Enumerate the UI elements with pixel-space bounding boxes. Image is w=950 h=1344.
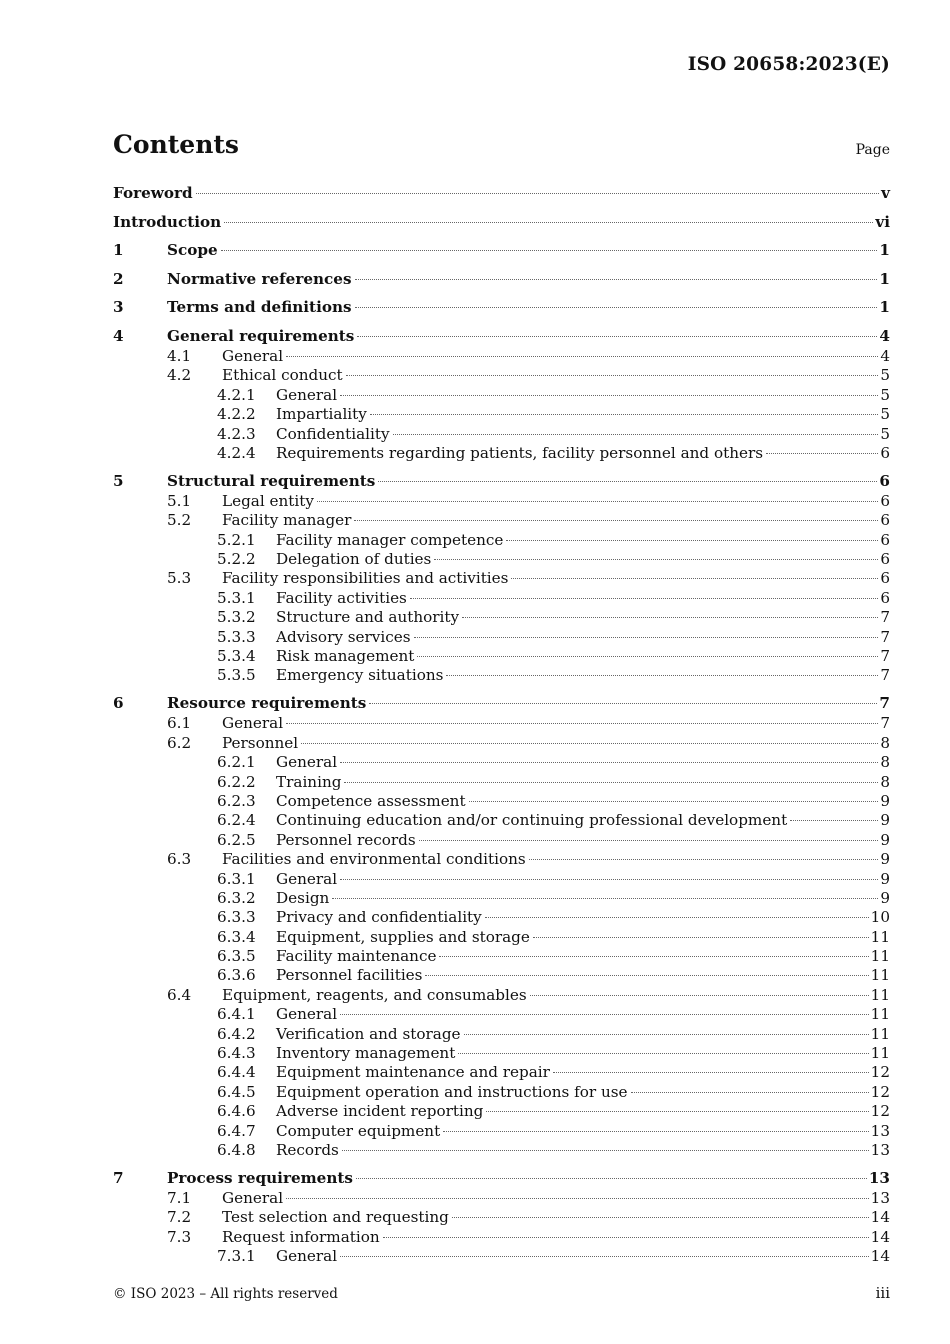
toc-entry-number: 6.3.3	[217, 908, 256, 927]
dot-leader	[533, 937, 869, 938]
toc-entry-number: 6.4	[167, 985, 192, 1004]
toc-entry-number: 7.3	[167, 1227, 192, 1246]
toc-entry[interactable]	[113, 666, 890, 685]
toc-entry-page: 11	[870, 1005, 890, 1024]
toc-entry[interactable]	[113, 366, 890, 385]
dot-leader	[631, 1092, 869, 1093]
toc-entry-title: General	[276, 1247, 338, 1266]
dot-leader	[340, 395, 878, 396]
toc-entry-title: Inventory management	[276, 1044, 456, 1063]
toc-entry-number: 7.2	[167, 1208, 192, 1227]
dot-leader	[469, 801, 879, 802]
toc-entry-page: 9	[880, 811, 890, 830]
toc-entry-page: 14	[870, 1247, 890, 1266]
toc-entry[interactable]	[113, 1122, 890, 1141]
toc-entry-page: 8	[880, 753, 890, 772]
toc-entry-page: 7	[880, 647, 890, 666]
dot-leader	[332, 898, 878, 899]
dot-leader	[340, 1256, 869, 1257]
toc-entry-page: 1	[879, 269, 890, 288]
toc-entry[interactable]	[113, 1025, 890, 1044]
toc-entry-title: General	[276, 385, 338, 404]
toc-entry-page: 12	[870, 1063, 890, 1082]
toc-entry-title: Facility manager	[222, 511, 352, 530]
toc-entry-number: 5.2	[167, 511, 192, 530]
toc-entry-title: Equipment, supplies and storage	[276, 927, 530, 946]
dot-leader	[286, 356, 878, 357]
toc-entry-title: Competence assessment	[276, 791, 466, 810]
toc-entry-number: 5.3.1	[217, 588, 256, 607]
dot-leader	[354, 520, 878, 521]
dot-leader	[356, 1178, 867, 1179]
toc-entry[interactable]	[113, 270, 890, 290]
toc-entry-number: 6.2.4	[217, 811, 256, 830]
toc-entry-number: 6.3	[167, 850, 192, 869]
toc-entry-page: 7	[880, 627, 890, 646]
toc-entry[interactable]	[113, 327, 890, 347]
toc-entry-title: Equipment operation and instructions for use	[276, 1082, 628, 1101]
toc-entry-number: 6.3.4	[217, 927, 256, 946]
toc-entry[interactable]	[113, 1063, 890, 1082]
toc-entry-title: Design	[276, 888, 330, 907]
toc-entry-number: 6.4.2	[217, 1024, 256, 1043]
toc-entry[interactable]	[113, 1005, 890, 1024]
dot-leader	[355, 307, 878, 308]
dot-leader	[419, 840, 879, 841]
toc-entry-number: 4.2	[167, 366, 192, 385]
toc-entry-number: 5.3.2	[217, 608, 256, 627]
toc-entry-page: v	[881, 184, 890, 202]
toc-entry-page: 6	[880, 491, 890, 510]
dot-leader	[464, 1034, 869, 1035]
dot-leader	[393, 434, 879, 435]
toc-entry-page: 7	[879, 694, 890, 713]
toc-entry-title: Personnel records	[276, 830, 416, 849]
toc-entry-number: 3	[113, 298, 124, 317]
toc-entry-title: Facility manager competence	[276, 530, 504, 549]
toc-entry-title: Personnel facilities	[276, 966, 423, 985]
dot-leader	[344, 782, 878, 783]
dot-leader	[506, 540, 878, 541]
toc-entry-title: Requirements regarding patients, facility personnel and others	[276, 443, 764, 462]
toc-entry[interactable]	[113, 889, 890, 908]
dot-leader	[529, 859, 879, 860]
toc-entry-number: 6.2	[167, 733, 192, 752]
toc-entry-title: Risk management	[276, 647, 415, 666]
toc-entry-title: Resource requirements	[167, 694, 367, 713]
toc-entry[interactable]	[113, 472, 890, 492]
toc-entry-number: 5.2.2	[217, 550, 256, 569]
toc-entry-title: General	[276, 1005, 338, 1024]
toc-entry-title: Facility responsibilities and activities	[222, 569, 509, 588]
toc-entry-page: vi	[875, 212, 890, 231]
toc-entry-title: Request information	[222, 1227, 380, 1246]
toc-entry-page: 6	[880, 530, 890, 549]
dot-leader	[342, 1150, 869, 1151]
toc-entry-title: General	[222, 346, 284, 365]
toc-entry-number: 5.3.5	[217, 666, 256, 685]
toc-entry-page: 6	[880, 569, 890, 588]
toc-entry-number: 7.3.1	[217, 1247, 256, 1266]
dot-leader	[317, 501, 878, 502]
dot-leader	[486, 1111, 868, 1112]
toc-entry-number: 7	[113, 1168, 124, 1187]
toc-entry-page: 8	[880, 733, 890, 752]
toc-entry-page: 11	[870, 985, 890, 1004]
toc-entry[interactable]	[113, 947, 890, 966]
toc-entry-number: 6.3.2	[217, 888, 256, 907]
toc-entry[interactable]	[113, 870, 890, 889]
toc-entry[interactable]	[113, 511, 890, 530]
dot-leader	[378, 481, 877, 482]
toc-entry[interactable]	[113, 1044, 890, 1063]
toc-entry-number: 5.1	[167, 491, 192, 510]
toc-entry-number: 7.1	[167, 1188, 192, 1207]
toc-entry-title: Computer equipment	[276, 1121, 441, 1140]
toc-entry-title: Introduction	[113, 212, 222, 231]
dot-leader	[340, 1014, 869, 1015]
toc-entry-number: 5.3.4	[217, 647, 256, 666]
toc-entry[interactable]	[113, 1189, 890, 1208]
toc-entry-page: 1	[879, 298, 890, 317]
toc-entry-page: 13	[868, 1168, 890, 1187]
toc-entry-title: Training	[276, 772, 342, 791]
toc-entry-title: Equipment, reagents, and consumables	[222, 985, 527, 1004]
dot-leader	[370, 414, 878, 415]
toc-entry-page: 4	[879, 326, 890, 345]
toc-entry-number: 6.3.5	[217, 947, 256, 966]
toc-entry-page: 6	[880, 550, 890, 569]
page-title: Contents	[113, 130, 240, 159]
dot-leader	[530, 995, 869, 996]
toc-entry[interactable]	[113, 908, 890, 927]
toc-entry-title: Privacy and confidentiality	[276, 908, 482, 927]
dot-leader	[383, 1237, 869, 1238]
toc-entry-title: Adverse incident reporting	[276, 1102, 484, 1121]
toc-entry-title: Terms and definitions	[167, 298, 352, 317]
dot-leader	[417, 656, 878, 657]
toc-entry-page: 9	[880, 791, 890, 810]
toc-entry[interactable]	[113, 608, 890, 627]
toc-entry-number: 1	[113, 241, 124, 260]
toc-entry-page: 9	[880, 888, 890, 907]
toc-entry-title: Delegation of duties	[276, 550, 432, 569]
toc-entry[interactable]	[113, 694, 890, 714]
toc-entry[interactable]	[113, 1083, 890, 1102]
toc-entry-page: 13	[870, 1121, 890, 1140]
toc-entry-title: Confidentiality	[276, 424, 390, 443]
dot-leader	[196, 193, 880, 194]
toc-entry-page: 7	[880, 714, 890, 733]
dot-leader	[439, 956, 868, 957]
toc-entry-number: 5.2.1	[217, 530, 256, 549]
toc-entry[interactable]	[113, 1102, 890, 1121]
toc-entry-number: 6.4.8	[217, 1141, 256, 1159]
dot-leader	[458, 1053, 868, 1054]
toc-entry[interactable]	[113, 831, 890, 850]
toc-entry-title: Verification and storage	[276, 1024, 461, 1043]
toc-entry-title: Equipment maintenance and repair	[276, 1063, 550, 1082]
toc-entry-page: 14	[870, 1208, 890, 1227]
toc-entry[interactable]	[113, 647, 890, 666]
toc-entry-page: 5	[880, 385, 890, 404]
toc-entry-title: Emergency situations	[276, 666, 444, 685]
toc-entry[interactable]	[113, 773, 890, 792]
toc-entry-page: 12	[870, 1102, 890, 1121]
toc-entry[interactable]	[113, 1141, 890, 1160]
toc-entry-page: 6	[880, 443, 890, 462]
toc-entry-title: Process requirements	[167, 1168, 353, 1187]
toc-entry[interactable]	[113, 298, 890, 318]
toc-entry-number: 4.2.2	[217, 405, 256, 424]
toc-entry-page: 13	[870, 1188, 890, 1207]
toc-entry[interactable]	[113, 1228, 890, 1247]
toc-entry[interactable]	[113, 444, 890, 463]
toc-entry-page: 9	[880, 850, 890, 869]
toc-entry[interactable]	[113, 550, 890, 569]
toc-entry[interactable]	[113, 928, 890, 947]
dot-leader	[346, 375, 879, 376]
toc-entry-title: Facility activities	[276, 588, 407, 607]
toc-entry-number: 6.4.1	[217, 1005, 256, 1024]
toc-entry[interactable]	[113, 1208, 890, 1227]
toc-entry-page: 12	[870, 1082, 890, 1101]
toc-entry-page: 5	[880, 405, 890, 424]
toc-entry[interactable]	[113, 425, 890, 444]
toc-entry-title: Impartiality	[276, 405, 367, 424]
toc-entry-title: Advisory services	[276, 627, 411, 646]
toc-entry-title: General	[222, 1188, 284, 1207]
toc-entry-title: Foreword	[113, 184, 193, 202]
toc-entry-page: 1	[879, 241, 890, 260]
toc-entry-number: 6.1	[167, 714, 192, 733]
toc-entry[interactable]	[113, 811, 890, 830]
toc-entry-number: 4.2.1	[217, 385, 256, 404]
toc-entry[interactable]	[113, 850, 890, 869]
dot-leader	[340, 762, 878, 763]
toc-entry[interactable]	[113, 966, 890, 985]
toc-entry[interactable]	[113, 734, 890, 753]
toc-entry-title: Structure and authority	[276, 608, 460, 627]
toc-entry-page: 7	[880, 666, 890, 685]
toc-entry-number: 6.2.5	[217, 830, 256, 849]
dot-leader	[443, 1131, 868, 1132]
dot-leader	[224, 222, 873, 223]
toc-entry-title: Normative references	[167, 269, 352, 288]
toc-entry-title: Facilities and environmental conditions	[222, 850, 526, 869]
toc-entry-title: Facility maintenance	[276, 947, 437, 966]
toc-entry-page: 8	[880, 772, 890, 791]
toc-entry-page: 11	[870, 966, 890, 985]
footer-page-number: iii	[875, 1284, 890, 1302]
toc-entry-page: 5	[880, 366, 890, 385]
toc-entry[interactable]	[113, 792, 890, 811]
toc-entry-page: 10	[870, 908, 890, 927]
toc-entry-page: 5	[880, 424, 890, 443]
toc-entry-title: Ethical conduct	[222, 366, 343, 385]
toc-entry-title: Structural requirements	[167, 471, 376, 490]
toc-entry-title: Continuing education and/or continuing professional development	[276, 811, 788, 830]
toc-entry-number: 6.2.2	[217, 772, 256, 791]
document-id: ISO 20658:2023(E)	[687, 54, 890, 75]
copyright-notice: © ISO 2023 – All rights reserved	[113, 1286, 338, 1302]
toc-entry-number: 5	[113, 471, 124, 490]
toc-entry-title: General requirements	[167, 326, 355, 345]
dot-leader	[301, 743, 878, 744]
toc-entry[interactable]	[113, 753, 890, 772]
toc-entry-number: 6.2.1	[217, 753, 256, 772]
toc-entry-page: 6	[880, 588, 890, 607]
toc-entry-number: 5.3	[167, 569, 192, 588]
toc-entry-number: 6.3.1	[217, 869, 256, 888]
toc-entry[interactable]	[113, 628, 890, 647]
toc-entry-title: Scope	[167, 241, 218, 260]
dot-leader	[790, 820, 878, 821]
toc-entry-title: Test selection and requesting	[222, 1208, 449, 1227]
page-column-label: Page	[855, 142, 890, 158]
toc-entry-title: General	[276, 753, 338, 772]
toc-entry-title: Legal entity	[222, 491, 314, 510]
dot-leader	[452, 1217, 869, 1218]
dot-leader	[485, 917, 869, 918]
dot-leader	[355, 279, 878, 280]
dot-leader	[221, 250, 878, 251]
toc-entry[interactable]	[113, 986, 890, 1005]
dot-leader	[446, 675, 878, 676]
toc-entry[interactable]	[113, 405, 890, 424]
toc-entry-page: 11	[870, 947, 890, 966]
toc-entry[interactable]	[113, 589, 890, 608]
toc-entry-page: 7	[880, 608, 890, 627]
toc-entry[interactable]	[113, 714, 890, 733]
toc-entry-number: 6	[113, 694, 124, 713]
dot-leader	[340, 879, 878, 880]
toc-entry-page: 9	[880, 869, 890, 888]
dot-leader	[286, 1198, 869, 1199]
toc-entry-title: Personnel	[222, 733, 299, 752]
toc-entry-page: 14	[870, 1227, 890, 1246]
dot-leader	[462, 617, 878, 618]
toc-entry-title: General	[222, 714, 284, 733]
toc-entry[interactable]	[113, 184, 890, 204]
toc-entry-number: 4.1	[167, 346, 192, 365]
dot-leader	[434, 559, 878, 560]
dot-leader	[511, 578, 878, 579]
toc-entry-page: 11	[870, 1044, 890, 1063]
dot-leader	[553, 1072, 869, 1073]
toc-entry-number: 6.4.4	[217, 1063, 256, 1082]
dot-leader	[410, 598, 878, 599]
dot-leader	[414, 637, 879, 638]
toc-entry-title: Records	[276, 1141, 339, 1159]
toc-entry[interactable]	[113, 386, 890, 405]
dot-leader	[369, 703, 877, 704]
toc-entry-page: 11	[870, 927, 890, 946]
toc-entry-title: General	[276, 869, 338, 888]
toc-entry[interactable]	[113, 569, 890, 588]
toc-entry-number: 4.2.3	[217, 424, 256, 443]
toc-entry[interactable]	[113, 1169, 890, 1189]
toc-entry[interactable]	[113, 492, 890, 511]
toc-entry-number: 5.3.3	[217, 627, 256, 646]
toc-entry[interactable]	[113, 1247, 890, 1266]
toc-entry-page: 4	[880, 346, 890, 365]
toc-entry[interactable]	[113, 531, 890, 550]
toc-entry-page: 6	[879, 471, 890, 490]
toc-entry[interactable]	[113, 213, 890, 233]
toc-entry[interactable]	[113, 241, 890, 261]
toc-entry-page: 11	[870, 1024, 890, 1043]
toc-entry-page: 9	[880, 830, 890, 849]
toc-entry-number: 2	[113, 269, 124, 288]
toc-entry-page: 6	[880, 511, 890, 530]
toc-entry-number: 6.4.7	[217, 1121, 256, 1140]
table-of-contents	[113, 184, 890, 1267]
toc-entry-number: 6.4.6	[217, 1102, 256, 1121]
dot-leader	[357, 336, 877, 337]
toc-entry-number: 4	[113, 326, 124, 345]
toc-entry-number: 6.4.5	[217, 1082, 256, 1101]
toc-entry-number: 6.2.3	[217, 791, 256, 810]
toc-entry-number: 4.2.4	[217, 443, 256, 462]
toc-entry-number: 6.3.6	[217, 966, 256, 985]
dot-leader	[286, 723, 878, 724]
toc-entry-page: 13	[870, 1141, 890, 1159]
dot-leader	[766, 453, 878, 454]
toc-entry[interactable]	[113, 347, 890, 366]
dot-leader	[425, 975, 868, 976]
toc-entry-number: 6.4.3	[217, 1044, 256, 1063]
